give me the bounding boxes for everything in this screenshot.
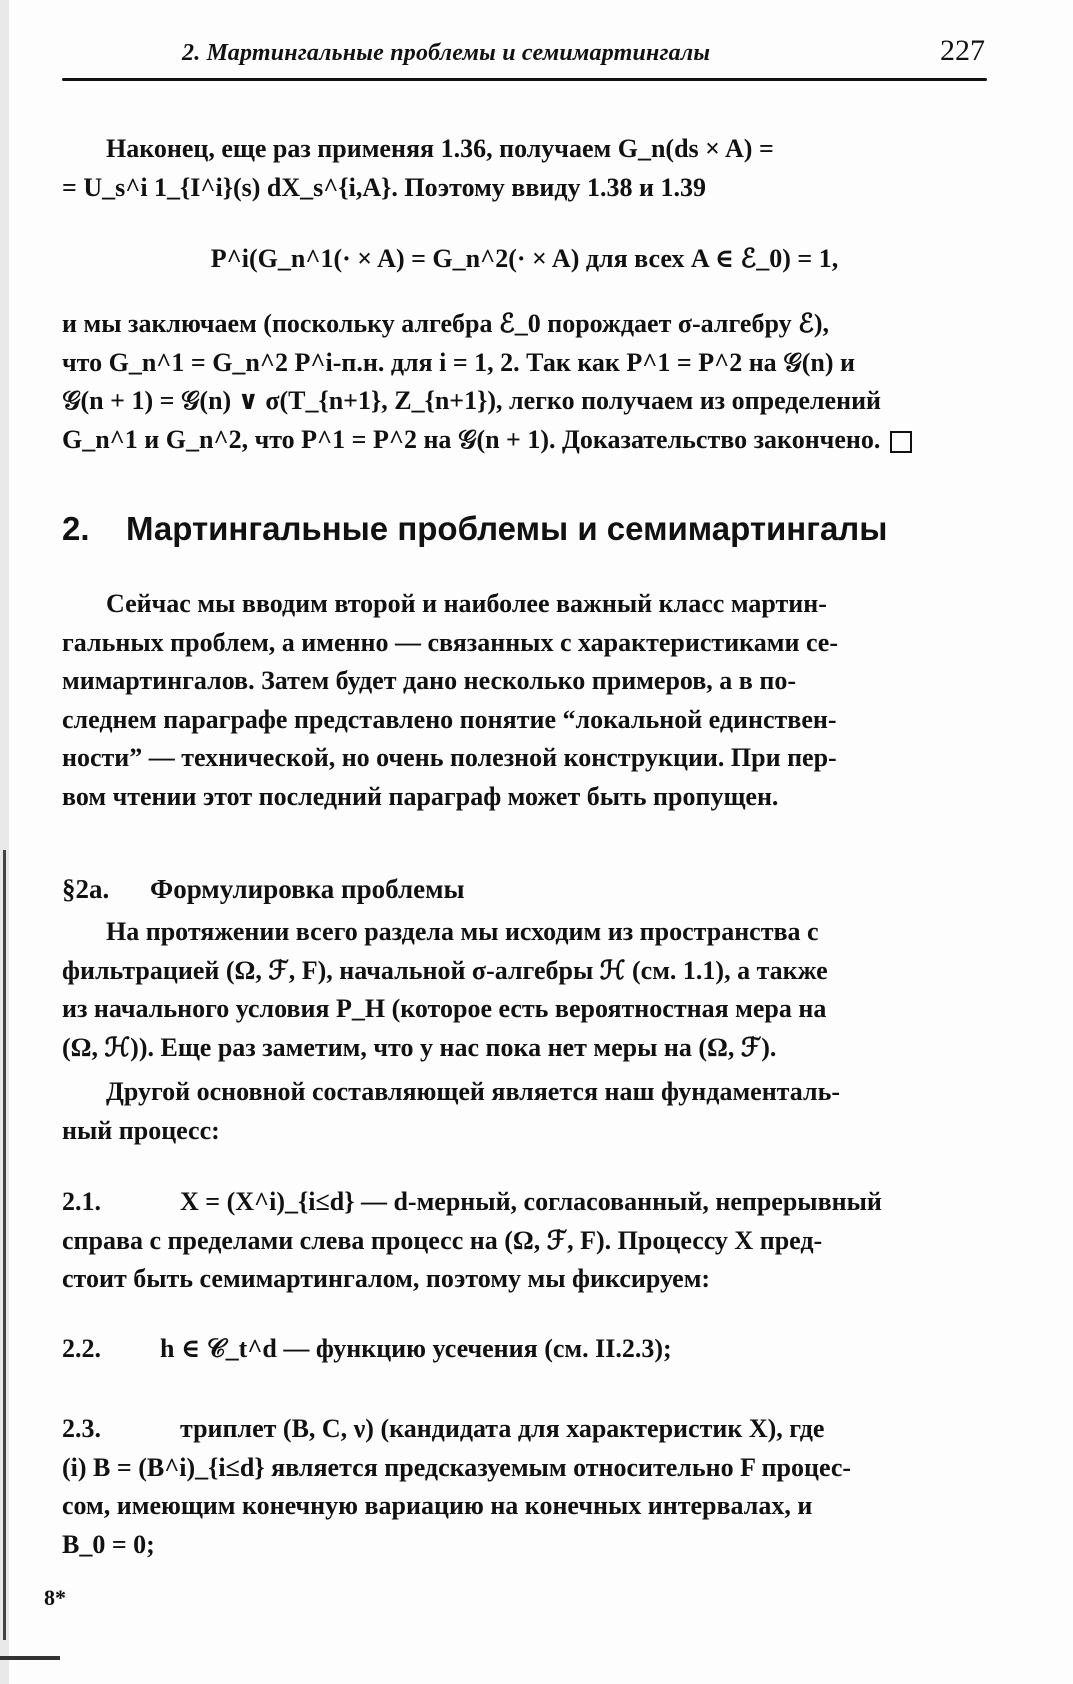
item-number: 2.3.	[62, 1414, 101, 1443]
text-line: Наконец, еще раз применяя 1.36, получаем G_n(ds × A) =	[106, 134, 774, 163]
text-line: из начального условия P_H (которое есть вероятностная мера на	[62, 994, 827, 1023]
section-heading	[62, 510, 887, 548]
item-text: h ∈ 𝒞_t^d — функцию усечения (см. II.2.3);	[160, 1334, 672, 1363]
text-line: Сейчас мы вводим второй и наиболее важный класс мартин-	[106, 589, 827, 618]
header-rule	[62, 78, 987, 81]
section-title: Мартингальные проблемы и семимартингалы	[126, 510, 888, 547]
text-line: следнем параграфе представлено понятие “локальной единствен-	[62, 704, 837, 734]
intro-paragraph	[62, 130, 987, 207]
subsection-paragraph	[62, 913, 987, 1067]
text-line	[62, 1183, 987, 1222]
text-line: (Ω, ℋ)). Еще раз заметим, что у нас пока нет меры на (Ω, ℱ).	[62, 1032, 777, 1062]
text-line: мимартингалов. Затем будет дано несколько примеров, а в по-	[62, 666, 796, 695]
subsection-paragraph-2	[62, 1073, 987, 1150]
text-line: ности” — технической, но очень полезной конструкции. При пер-	[62, 743, 837, 772]
text-line: и мы заключаем (поскольку алгебра ℰ_0 порождает σ-алгебру ℰ),	[62, 309, 829, 338]
item-2-3	[62, 1410, 987, 1564]
text-line: = U_s^i 1_{I^i}(s) dX_s^{i,A}. Поэтому ввиду 1.38 и 1.39	[62, 172, 706, 202]
item-2-1	[62, 1183, 987, 1299]
text-line	[62, 421, 987, 460]
item-text: X = (X^i)_{i≤d} — d-мерный, согласованный, непрерывный	[180, 1187, 882, 1216]
formula-line: P^i(G_n^1(· × A) = G_n^2(· × A) для всех A ∈ ℰ_0) = 1,	[210, 244, 839, 273]
text-line: 𝒢(n + 1) = 𝒢(n) ∨ σ(T_{n+1}, Z_{n+1}), легко получаем из определений	[62, 386, 882, 415]
item-number: 2.1.	[62, 1187, 101, 1216]
running-header-title: 2. Мартингальные проблемы и семимартингалы	[182, 40, 711, 66]
intro-paragraph-cont	[62, 305, 987, 459]
subsection-number: §2a.	[62, 874, 110, 904]
subsection-title: Формулировка проблемы	[150, 874, 465, 904]
text-line: Другой основной составляющей является наш фундаменталь-	[106, 1077, 840, 1106]
text-line: ный процесс:	[62, 1115, 220, 1145]
text-line	[62, 1330, 987, 1369]
qed-square-icon	[890, 431, 912, 453]
text-line: вом чтении этот последний параграф может быть пропущен.	[62, 781, 779, 811]
signature-mark: 8*	[44, 1585, 66, 1610]
proof-end-text: G_n^1 и G_n^2, что P^1 = P^2 на 𝒢(n + 1). Доказательство закончено.	[62, 424, 881, 454]
text-line: (i) B = (B^i)_{i≤d} является предсказуемым относительно F процес-	[62, 1452, 852, 1482]
text-line: справа с пределами слева процесс на (Ω, ℱ, F). Процессу X пред-	[62, 1225, 823, 1255]
page-number: 227	[940, 34, 985, 67]
text-line: гальных проблем, а именно — связанных с характеристиками се-	[62, 627, 839, 657]
text-line: стоит быть семимартингалом, поэтому мы фиксируем:	[62, 1264, 711, 1293]
text-line	[62, 1410, 987, 1449]
text-line: На протяжении всего раздела мы исходим из пространства с	[106, 917, 819, 946]
running-header	[62, 30, 987, 82]
item-number: 2.2.	[62, 1334, 101, 1363]
scan-bottom-mark	[0, 1656, 60, 1660]
subsection-heading	[62, 874, 465, 905]
text-line: сом, имеющим конечную вариацию на конечных интервалах, и	[62, 1491, 813, 1520]
section-paragraph	[62, 585, 987, 816]
item-2-2	[62, 1330, 987, 1369]
scan-edge-shadow	[3, 850, 6, 1640]
text-line: B_0 = 0;	[62, 1529, 155, 1559]
item-text: триплет (B, C, ν) (кандидата для характеристик X), где	[180, 1414, 825, 1443]
section-number: 2.	[62, 510, 90, 547]
display-formula	[62, 240, 987, 279]
text-line: что G_n^1 = G_n^2 P^i-п.н. для i = 1, 2. Так как P^1 = P^2 на 𝒢(n) и	[62, 347, 855, 377]
text-line: фильтрацией (Ω, ℱ, F), начальной σ-алгебры ℋ (см. 1.1), а также	[62, 955, 828, 985]
